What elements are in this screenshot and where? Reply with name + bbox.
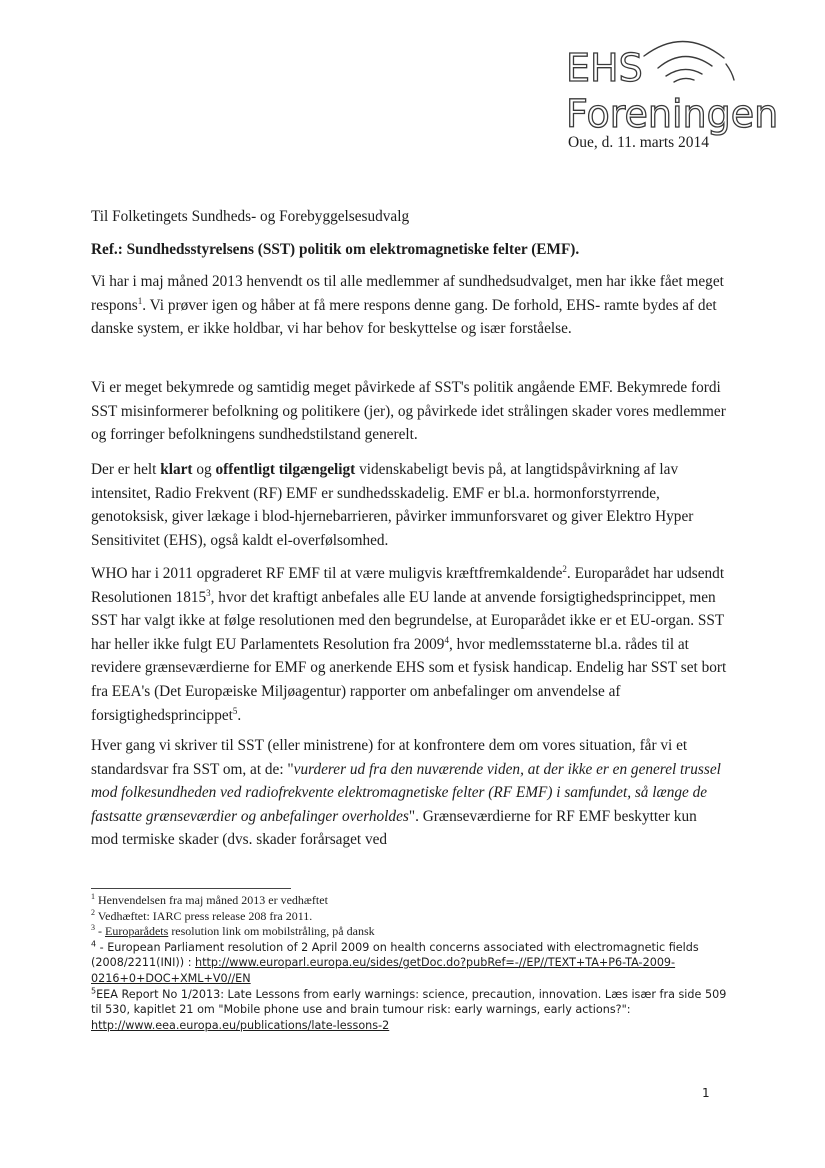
paragraph-1-text-b: . Vi prøver igen og håber at få mere respons denne gang. De forhold, EHS- ramte bydes af det danske system, er ikke holdbar, vi har behov for beskyttelse og især forståelse. xyxy=(91,296,717,338)
footnote-3 xyxy=(91,924,731,940)
paragraph-2: Vi er meget bekymrede og samtidig meget påvirkede af SST's politik angående EMF. Bekymrede fordi SST misinformerer befolkning og politikere (jer), og påvirkede idet strålingen skader vores medlemmer og forringer befolkningens sundhedstilstand generelt. xyxy=(91,379,726,444)
footnote-divider xyxy=(91,888,291,889)
ehs-foreningen-logo xyxy=(566,28,779,136)
eea-link[interactable]: http://www.eea.europa.eu/publications/late-lessons-2 xyxy=(91,1018,390,1032)
footnote-2-text: Vedhæftet: IARC press release 208 fra 2011. xyxy=(97,908,313,923)
footnote-5-number: 5 xyxy=(91,985,97,995)
footnote-2 xyxy=(91,909,731,925)
paragraph-1-text-a: Vi har i maj måned 2013 henvendt os til alle medlemmer af sundhedsudvalget, men har ikke fået meget respons xyxy=(91,273,724,314)
europarl-link[interactable]: http://www.europarl.europa.eu/sides/getDoc.do?pubRef=-//EP//TEXT+TA+P6-TA-2009-0216+0+DOC+XML+V0//EN xyxy=(91,956,676,985)
paragraph-5-text-b: ". Grænseværdierne for RF EMF beskytter kun mod termiske skader (dvs. skader forårsaget ved xyxy=(91,807,697,849)
paragraph-1 xyxy=(91,270,727,341)
paragraph-4 xyxy=(91,562,727,727)
footnote-ref-3: 3 xyxy=(206,587,211,598)
page-number: 1 xyxy=(702,1086,710,1100)
footnote-ref-5: 5 xyxy=(232,705,238,716)
paragraph-4-text-c: , hvor det kraftigt anbefales alle EU lande at anvende forsigtighedsprincippet, men SST har valgt ikke at følge resolutionen med den begrundelse, at Europarådet ikke er et EU-organ. SST har heller ikke fulgt EU Parlamentets Resolution fra 2009 xyxy=(91,588,724,653)
paragraph-3-text-a: Der er helt xyxy=(91,461,161,478)
sst-quote: vurderer ud fra den nuværende viden, at der ikke er en generel trussel mod folkesundheden ved radiofrekvente elektromagnetiske felter (RF EMF) i samfundet, så længe de fastsatte grænseværdier og anbefalinger overholdes xyxy=(91,760,721,825)
paragraph-4-text-b: . Europarådet har udsendt Resolutionen 1815 xyxy=(91,565,725,606)
footnotes xyxy=(91,893,731,1033)
footnote-ref-4: 4 xyxy=(444,634,449,645)
paragraph-4-text-e: . xyxy=(237,706,242,724)
paragraph-4-text-d: , hvor medlemsstaterne bl.a. rådes til at revidere grænseværdierne for EMF og anerkende EHS som et fysisk handicap. Endelig har SST set bort fra EEA's (Det Europæiske Miljøagentur) rapporter om anbefalinger om anvendelse af forsigtighedsprincippet xyxy=(91,635,727,724)
footnote-3-number: 3 xyxy=(91,923,95,933)
footnote-4 xyxy=(91,940,731,987)
paragraph-5 xyxy=(91,734,727,852)
logo-text-foreningen: Foreningen xyxy=(566,92,779,136)
paragraph-4-text-a: WHO har i 2011 opgraderet RF EMF til at være muligvis kræftfremkaldende xyxy=(91,565,563,582)
footnote-3-text: resolution link om mobilstråling, på dansk xyxy=(168,924,375,939)
recipient-line: Til Folketingets Sundheds- og Forebyggelsesudvalg xyxy=(91,208,410,225)
footnote-4-number: 4 xyxy=(91,939,97,949)
footnote-5-text: EEA Report No 1/2013: Late Lessons from early warnings: science, precaution, innovation. Læs især fra side 509 til 530, kapitlet 21 om "Mobile phone use and brain tumour risk: early warnings, early actions?": xyxy=(91,987,727,1017)
paragraph-3 xyxy=(91,458,727,552)
footnote-5 xyxy=(91,987,731,1034)
emphasis-offentligt: offentligt tilgængeligt xyxy=(215,461,356,478)
footnote-1-text: Henvendelsen fra maj måned 2013 er vedhæftet xyxy=(98,893,328,907)
paragraph-5-text-a: Hver gang vi skriver til SST (eller ministrene) for at konfrontere dem om vores situation, får vi et standardsvar fra SST om, at de: " xyxy=(91,737,688,778)
footnote-3-link[interactable]: Europarådets xyxy=(105,924,169,939)
paragraph-3-text-c: og xyxy=(192,461,216,478)
footnote-3-dash: - xyxy=(95,924,105,939)
letter-date: Oue, d. 11. marts 2014 xyxy=(568,134,710,151)
footnote-ref-2: 2 xyxy=(562,563,567,574)
footnote-ref-1: 1 xyxy=(137,295,143,306)
footnote-2-number: 2 xyxy=(91,907,95,917)
emphasis-klart: klart xyxy=(160,461,193,478)
footnote-1 xyxy=(91,893,731,909)
footnote-4-text: - European Parliament resolution of 2 April 2009 on health concerns associated with electromagnetic fields (2008/2211(INI)) : xyxy=(91,940,699,970)
subject-line: Ref.: Sundhedsstyrelsens (SST) politik om elektromagnetiske felter (EMF). xyxy=(91,241,580,258)
logo-text-ehs: EHS xyxy=(566,46,643,90)
paragraph-3-text-d: videnskabeligt bevis på, at langtidspåvirkning af lav intensitet, Radio Frekvent (RF) EMF er sundhedsskadelig. EMF er bl.a. hormonforstyrrende, genotoksisk, giver lækage i blod-hjernebarrieren, påvirker immunforsvaret og giver Elektro Hyper Sensitivitet (EHS), også kaldt el-overfølsomhed. xyxy=(91,461,694,549)
footnote-1-number: 1 xyxy=(91,892,95,901)
